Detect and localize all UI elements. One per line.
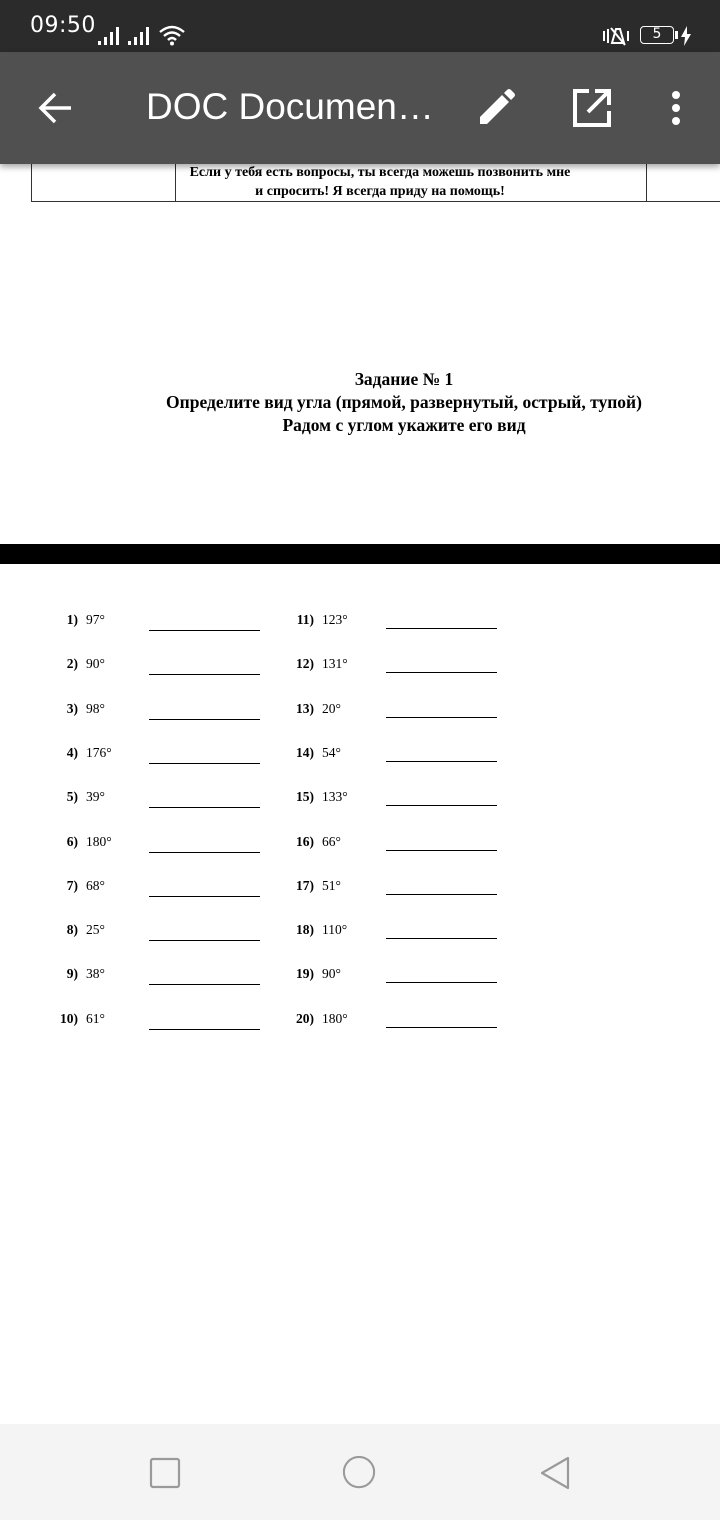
charging-icon	[680, 26, 692, 46]
status-bar	[0, 0, 720, 52]
angle-value: 20°	[322, 700, 341, 716]
angle-value: 61°	[86, 1010, 105, 1026]
exercise-number: 16)	[296, 833, 314, 849]
status-time: 09:50	[30, 13, 96, 38]
more-vert-icon[interactable]	[664, 88, 688, 128]
exercise-number: 18)	[296, 922, 314, 938]
angle-value: 180°	[322, 1010, 348, 1026]
exercise-number: 8)	[66, 922, 78, 938]
answer-blank-line[interactable]	[149, 630, 260, 631]
angle-value: 39°	[86, 789, 105, 805]
note-line-1: Если у тебя есть вопросы, ты всегда можешь позвонить мне	[189, 165, 571, 180]
angle-value: 133°	[322, 789, 348, 805]
battery-icon	[640, 26, 674, 44]
battery-tip	[675, 31, 678, 39]
angle-value: 90°	[322, 966, 341, 982]
answer-blank-line[interactable]	[149, 1029, 260, 1030]
answer-blank-line[interactable]	[386, 1027, 497, 1028]
task-instruction: Определите вид угла (прямой, развернутый, острый, тупой)	[166, 392, 642, 412]
home-circle-icon[interactable]	[342, 1456, 376, 1490]
exercise-number: 12)	[296, 656, 314, 672]
signal-icon	[128, 26, 154, 46]
angle-value: 180°	[86, 833, 112, 849]
angle-value: 68°	[86, 877, 105, 893]
answer-blank-line[interactable]	[386, 938, 497, 939]
system-nav-bar	[0, 1424, 720, 1520]
exercise-number: 1)	[66, 612, 78, 627]
answer-blank-line[interactable]	[386, 717, 497, 718]
task-title: Задание № 1	[354, 369, 454, 389]
angle-value: 66°	[322, 833, 341, 849]
note-line-2: и спросить! Я всегда приду на помощь!	[255, 184, 505, 199]
exercise-number: 3)	[66, 700, 78, 716]
answer-blank-line[interactable]	[149, 852, 260, 853]
exercise-number: 9)	[66, 966, 78, 982]
angle-value: 38°	[86, 966, 105, 982]
answer-blank-line[interactable]	[386, 982, 497, 983]
task-heading	[100, 368, 708, 437]
exercise-number: 7)	[66, 877, 78, 893]
document-title: DOC Documen…	[146, 86, 434, 127]
angle-value: 51°	[322, 877, 341, 893]
answer-blank-line[interactable]	[149, 984, 260, 985]
open-external-icon[interactable]	[572, 88, 612, 128]
answer-blank-line[interactable]	[386, 628, 497, 629]
task-subinstruction: Радом с углом укажите его вид	[282, 415, 526, 435]
answer-blank-line[interactable]	[149, 719, 260, 720]
angle-value: 176°	[86, 744, 112, 760]
exercise-number: 14)	[296, 744, 314, 760]
angle-value: 131°	[322, 656, 348, 672]
answer-blank-line[interactable]	[149, 807, 260, 808]
table-divider	[646, 164, 647, 202]
exercise-number: 10)	[60, 1010, 78, 1026]
angle-value: 98°	[86, 700, 105, 716]
vibrate-icon	[602, 26, 632, 46]
angle-value: 110°	[322, 922, 348, 938]
exercise-number: 15)	[296, 789, 314, 805]
back-triangle-icon[interactable]	[538, 1456, 572, 1490]
recents-square-icon[interactable]	[148, 1456, 182, 1490]
exercise-number: 2)	[66, 656, 78, 672]
exercise-number: 19)	[296, 966, 314, 982]
exercise-list	[0, 564, 720, 1424]
exercise-number: 11)	[296, 612, 314, 627]
battery-level: 5	[652, 26, 662, 42]
document-page	[0, 164, 720, 544]
exercise-number: 17)	[296, 877, 314, 893]
answer-blank-line[interactable]	[149, 763, 260, 764]
answer-blank-line[interactable]	[386, 805, 497, 806]
answer-blank-line[interactable]	[149, 674, 260, 675]
exercise-number: 20)	[296, 1010, 314, 1026]
angle-value: 97°	[86, 612, 105, 627]
angle-value: 123°	[322, 612, 348, 627]
edit-pencil-icon[interactable]	[476, 88, 516, 128]
exercise-number: 4)	[66, 744, 78, 760]
exercise-number: 13)	[296, 700, 314, 716]
answer-blank-line[interactable]	[386, 672, 497, 673]
page-separator	[0, 544, 720, 564]
answer-blank-line[interactable]	[149, 940, 260, 941]
answer-blank-line[interactable]	[386, 761, 497, 762]
exercise-number: 6)	[66, 833, 78, 849]
wifi-icon	[158, 24, 186, 46]
angle-value: 25°	[86, 922, 105, 938]
angle-value: 54°	[322, 744, 341, 760]
app-toolbar	[0, 52, 720, 164]
exercise-number: 5)	[66, 789, 78, 805]
signal-icon	[98, 26, 124, 46]
angle-value: 90°	[86, 656, 105, 672]
answer-blank-line[interactable]	[149, 896, 260, 897]
answer-blank-line[interactable]	[386, 894, 497, 895]
answer-blank-line[interactable]	[386, 850, 497, 851]
back-arrow-icon[interactable]	[38, 90, 74, 126]
